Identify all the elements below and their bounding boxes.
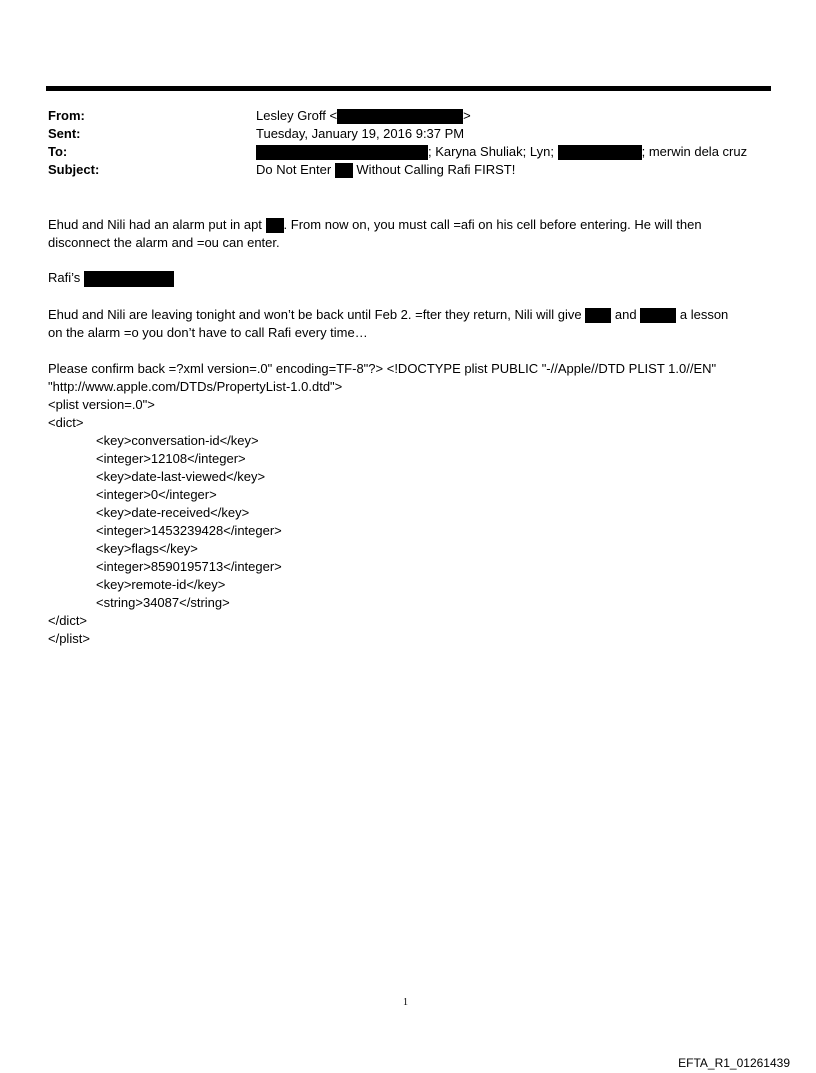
- header-rule: [46, 86, 771, 91]
- redaction: [256, 145, 428, 160]
- text: on the alarm =o you don’t have to call Rafi every time…: [48, 325, 368, 340]
- dict-line: <key>remote-id</key>: [96, 577, 226, 592]
- subject-part2: Without Calling Rafi FIRST!: [356, 162, 516, 177]
- dict-line: <key>date-received</key>: [96, 505, 250, 520]
- dict-line: <key>date-last-viewed</key>: [96, 469, 266, 484]
- redaction: [585, 308, 611, 323]
- from-name: Lesley Groff <: [256, 108, 338, 123]
- plist-line: </plist>: [48, 631, 90, 646]
- dict-line: <key>flags</key>: [96, 541, 198, 556]
- from-label: From:: [48, 108, 85, 123]
- subject-part1: Do Not Enter: [256, 162, 332, 177]
- text: Ehud and Nili had an alarm put in apt: [48, 217, 262, 232]
- text: Ehud and Nili are leaving tonight and won’t be back until Feb 2. =fter they return, Nili will give: [48, 307, 582, 322]
- redaction: [266, 218, 284, 233]
- to-part1: ; Karyna Shuliak; Lyn;: [428, 144, 554, 159]
- text: a lesson: [679, 307, 729, 322]
- redaction: [558, 145, 642, 160]
- subject-value: [256, 161, 515, 179]
- dict-line: <integer>0</integer>: [96, 487, 217, 502]
- redaction: [640, 308, 676, 323]
- from-close: >: [463, 108, 471, 123]
- text: and: [614, 307, 637, 322]
- dict-line: <integer>12108</integer>: [96, 451, 246, 466]
- text: disconnect the alarm and =ou can enter.: [48, 235, 280, 250]
- to-part2: ; merwin dela cruz: [641, 144, 748, 159]
- redaction: [335, 163, 353, 178]
- paragraph-leaving: [48, 306, 728, 342]
- sent-value: Tuesday, January 19, 2016 9:37 PM: [256, 126, 465, 141]
- redaction: [337, 109, 463, 124]
- paragraph-rafi: [48, 269, 174, 287]
- plist-line: </dict>: [48, 613, 88, 628]
- sent-label: Sent:: [48, 126, 81, 141]
- page-number: 1: [403, 997, 408, 1008]
- from-value: [256, 107, 471, 125]
- redaction: [84, 271, 174, 287]
- plist-block: [48, 360, 716, 648]
- dict-line: <integer>8590195713</integer>: [96, 559, 282, 574]
- text: Rafi’s: [48, 270, 81, 285]
- dict-line: <integer>1453239428</integer>: [96, 523, 282, 538]
- plist-line: <dict>: [48, 415, 84, 430]
- plist-line: "http://www.apple.com/DTDs/PropertyList-1.0.dtd">: [48, 379, 343, 394]
- subject-label: Subject:: [48, 162, 100, 177]
- document-id: EFTA_R1_01261439: [678, 1056, 790, 1070]
- email-header: [48, 107, 768, 179]
- to-value: [256, 143, 747, 161]
- dict-line: <key>conversation-id</key>: [96, 433, 259, 448]
- plist-line: <plist version=.0">: [48, 397, 155, 412]
- to-label: To:: [48, 144, 68, 159]
- paragraph-alarm: [48, 216, 702, 252]
- dict-line: <string>34087</string>: [96, 595, 230, 610]
- text: . From now on, you must call =afi on his cell before entering. He will then: [283, 217, 702, 232]
- plist-line: Please confirm back =?xml version=.0" encoding=TF-8"?> <!DOCTYPE plist PUBLIC "-//Apple//DTD PLIST 1.0//EN": [48, 361, 717, 376]
